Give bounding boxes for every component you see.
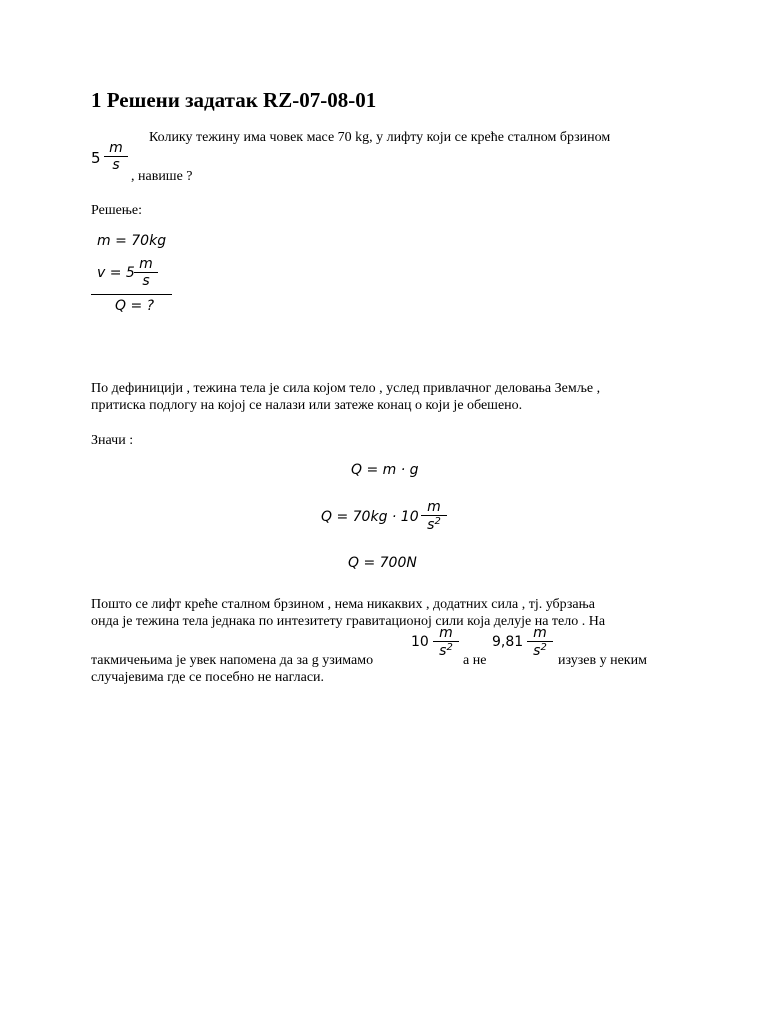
equation-unit-numerator: m xyxy=(427,499,441,515)
given-velocity-unit-numerator: m xyxy=(139,256,153,272)
equation-weight-formula: Q = m · g xyxy=(351,462,419,478)
problem-speed-unit-numerator: m xyxy=(109,140,123,156)
conclusion-line3-start: такмичењима је увек напомена да за g узимамо xyxy=(91,653,374,668)
g-value-981-unit-exponent: 2 xyxy=(540,642,547,653)
g-value-10-unit-exponent: 2 xyxy=(446,642,453,653)
conclusion-line2: онда је тежина тела једнака по интезитету гравитационој сили која делује на тело . На xyxy=(91,614,606,629)
given-velocity-unit-denominator: s xyxy=(134,272,158,289)
given-unknown: Q = ? xyxy=(115,298,155,314)
g-value-981-unit xyxy=(527,625,553,659)
conclusion-line1: Пошто се лифт креће сталном брзином , нема никаквих , додатних сила , тј. убрзања xyxy=(91,597,595,612)
definition-line2: притиска подлогу на којој се налази или затеже конац о који је обешено. xyxy=(91,398,523,413)
equation-weight-substitution: Q = 70kg · 10 xyxy=(321,509,419,525)
definition-line1: По дефиницији , тежина тела је сила којом тело , услед привлачног деловања Земље , xyxy=(91,381,601,396)
solution-label: Решење: xyxy=(91,203,143,218)
problem-text-line2: , навише ? xyxy=(131,169,193,184)
given-divider-line xyxy=(91,294,172,295)
problem-speed-unit xyxy=(104,140,128,173)
equation-acceleration-unit xyxy=(421,499,447,533)
equation-unit-denominator: $s^2$ xyxy=(421,515,447,533)
given-velocity-unit xyxy=(134,256,158,289)
problem-speed-unit-denominator: s xyxy=(104,156,128,173)
g-value-981-unit-numerator: m xyxy=(533,625,547,641)
therefore-label: Значи : xyxy=(91,433,134,448)
equation-weight-result: Q = 700N xyxy=(348,555,417,571)
equation-unit-exponent: 2 xyxy=(434,516,441,527)
g-value-10-unit-denominator: $s^2$ xyxy=(433,641,459,659)
problem-speed-value: 5 xyxy=(91,149,101,167)
conclusion-line3-middle: а не xyxy=(463,653,487,668)
conclusion-line3-end: изузев у неким xyxy=(558,653,647,668)
g-value-981-unit-denominator: $s^2$ xyxy=(527,641,553,659)
given-velocity-prefix: v = 5 xyxy=(97,265,135,281)
problem-text-line1: Колику тежину има човек масе 70 kg, у лифту који се креће сталном брзином xyxy=(149,130,611,145)
conclusion-line4: случајевима где се посебно не нагласи. xyxy=(91,670,325,685)
g-value-10-unit xyxy=(433,625,459,659)
g-value-981: 9,81 xyxy=(492,634,524,650)
g-value-10: 10 xyxy=(411,634,429,650)
given-mass: m = 70kg xyxy=(97,233,167,249)
document-heading: 1 Решени задатак RZ-07-08-01 xyxy=(91,88,377,112)
g-value-10-unit-numerator: m xyxy=(439,625,453,641)
